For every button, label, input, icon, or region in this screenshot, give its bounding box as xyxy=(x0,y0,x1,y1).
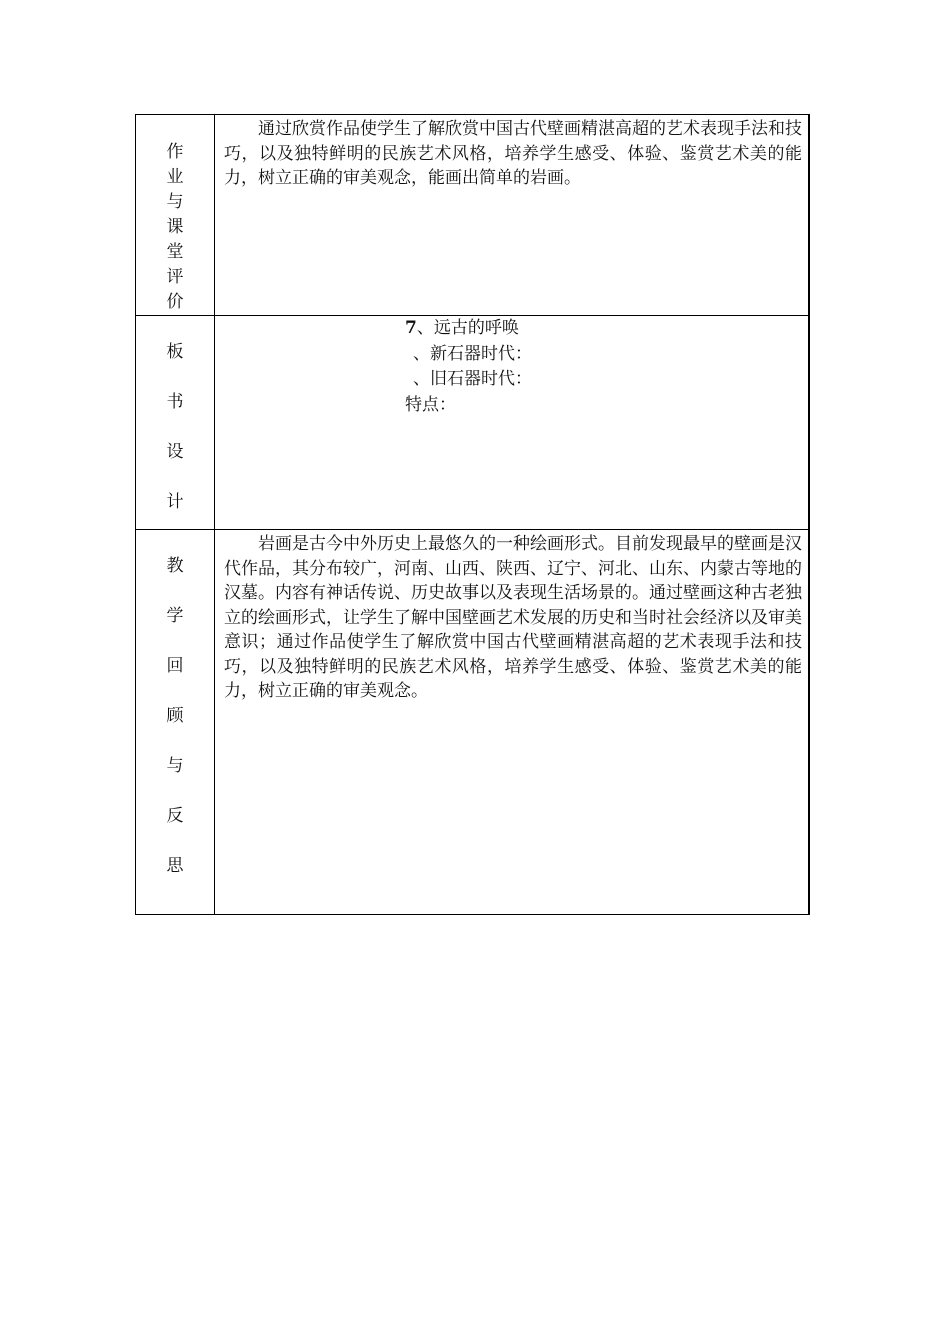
teaching-reflection-text: 岩画是古今中外历史上最悠久的一种绘画形式。目前发现最早的壁画是汉代作品，其分布较广，河南、山西、陕西、辽宁、河北、山东、内蒙古等地的汉墓。内容有神话传说、历史故事以及表现生活场景的。通过壁画这种古老独立的绘画形式，让学生了解中国壁画艺术发展的历史和当时社会经济以及审美意识；通过作品使学生了解欣赏中国古代壁画精湛高超的艺术表现手法和技巧，以及独特鲜明的民族艺术风格，培养学生感受、体验、鉴赏艺术美的能力，树立正确的审美观念。 xyxy=(224,534,802,701)
label-char: 反 xyxy=(166,806,184,826)
teaching-reflection-row xyxy=(136,530,808,914)
lesson-plan-table xyxy=(135,114,810,915)
label-char: 设 xyxy=(166,442,184,462)
label-char: 教 xyxy=(166,556,184,576)
row-content-teaching-reflection xyxy=(215,530,808,914)
board-line-paleolithic: 、旧石器时代： xyxy=(413,369,532,389)
label-char: 计 xyxy=(166,492,184,512)
label-char: 课 xyxy=(166,217,184,237)
homework-evaluation-row xyxy=(136,115,808,316)
row-content-homework-evaluation xyxy=(215,115,808,315)
label-char: 评 xyxy=(166,267,184,287)
row-label-homework-evaluation xyxy=(136,115,215,315)
lesson-title: 、远古的呼唤 xyxy=(416,318,519,338)
row-label-board-design xyxy=(136,316,215,529)
row-label-teaching-reflection xyxy=(136,530,215,914)
label-char: 思 xyxy=(166,856,184,876)
label-char: 与 xyxy=(166,192,184,212)
label-char: 业 xyxy=(166,167,184,187)
label-char: 回 xyxy=(166,656,184,676)
label-char: 堂 xyxy=(166,242,184,262)
label-char: 价 xyxy=(166,292,184,312)
label-char: 与 xyxy=(166,756,184,776)
label-char: 书 xyxy=(166,392,184,412)
row-content-board-design xyxy=(215,316,808,529)
label-char: 学 xyxy=(166,606,184,626)
homework-evaluation-text: 通过欣赏作品使学生了解欣赏中国古代壁画精湛高超的艺术表现手法和技巧，以及独特鲜明的民族艺术风格，培养学生感受、体验、鉴赏艺术美的能力，树立正确的审美观念，能画出简单的岩画。 xyxy=(224,119,802,188)
board-design-row xyxy=(136,316,808,530)
board-title-line xyxy=(405,316,802,342)
label-char: 板 xyxy=(166,342,184,362)
label-char: 作 xyxy=(166,142,184,162)
board-line-features: 特点： xyxy=(405,394,456,415)
lesson-number: 7 xyxy=(405,318,417,338)
label-char: 顾 xyxy=(166,706,184,726)
board-line-neolithic: 、新石器时代： xyxy=(413,343,532,364)
